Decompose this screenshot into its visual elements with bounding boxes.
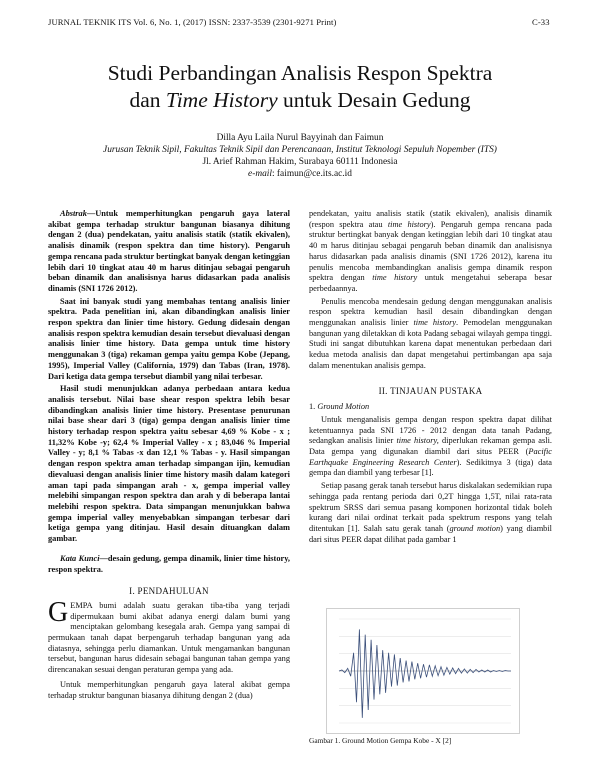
paper-title-line1: Studi Perbandingan Analisis Respon Spektra <box>107 61 493 85</box>
authors: Dilla Ayu Laila Nurul Bayyinah dan Faimun <box>216 133 384 143</box>
figure-ground-motion <box>326 608 520 734</box>
abstract-p3: Hasil studi menunjukkan adanya perbedaan antara kedua analisis tersebut. Nilai base shear respon spektra lebih besar dibandingkan analisis linier time history. Presentase penurunan nilai base shear dari 3 (tiga) gempa dengan analisis linier time history terhadap respon spektra yaitu sebesar 4,69 % Kobe - x ; 11,32% Kobe -y; 62,4 % Imperial Valley - x ; 83,046 % Imperial Valley - y; 8,1 % Tabas -x dan 12,1 % Tabas - y. Hasil simpangan dengan respon spektra aman terhadap simpangan ijin, kemudian dievaluasi dengan analisis linier time history masih dalam kategori aman tapi pada simpangan arah - x, gempa imperial valley melebihi simpangan respon spektra dan arah y di beberapa lantai melebihi respon spektra. Data simpangan menunjukkan bahwa gempa imperial valley menyebabkan simpangan terbesar dari ketiga gempa yang ditinjau. Hasil desain dituangkan dalam gambar. <box>48 384 290 544</box>
subsection-heading: 1. Ground Motion <box>309 402 370 412</box>
email: e-mail: faimun@ce.its.ac.id <box>248 169 352 179</box>
address: Jl. Arief Rahman Hakim, Surabaya 60111 Indonesia <box>202 157 398 167</box>
keywords: Kata Kunci—desain gedung, gempa dinamik, linier time history, respon spektra. <box>48 553 290 574</box>
right-p3: Untuk menganalisis gempa dengan respon spektra dapat dilihat ketentuannya pada SNI 1726 - 2012 dengan data tanah Padang, sedangkan analisis linier time history, diperlukan rekaman gempa asli. Data gempa yang digunakan diambil dari situs PEER (Pacific Earthquake Engineering Research Center). Sedikitnya 3 (tiga) data gempa dan diambil yang terbesar [1]. <box>309 414 552 478</box>
right-p1: pendekatan, yaitu analisis statik (statik ekivalen), analisis dinamik (respon spektra atau time history). Pengaruh gempa rencana pada struktur bertingkat banyak dengan ketinggian lebih dari 10 tingkat atau 40 m harus ditinjau sebagai pengaruh beban dinamik dan analisisnya harus didasarkan pada analisis dinamis (SNI 1726 2012), karena itu penulis mencoba membandingkan analisis gempa dinamik respon spektra dengan time history untuk mengetahui seberapa besar perbedaannya. <box>309 209 552 293</box>
right-p2: Penulis mencoba mendesain gedung dengan menggunakan analisis respon spektra kemudian hasil desain dibandingkan dengan menggunakan analisis linier time history. Pemodelan menggunakan bangunan yang diletakkan di kota Padang sebagai wilayah gempa tinggi. Studi ini sangat dibutuhkan karena dapat menentukan perbedaan dari kedua metoda analisis dan dapat mengetahui pertimbangan apa saja dalam menentukan analisis gempa. <box>309 296 553 370</box>
paper-title-line2: dan Time History untuk Desain Gedung <box>129 88 471 112</box>
affiliation: Jurusan Teknik Sipil, Fakultas Teknik Sipil dan Perencanaan, Institut Teknologi Sepuluh Nopember (ITS) <box>103 145 497 155</box>
journal-header: JURNAL TEKNIK ITS Vol. 6, No. 1, (2017) ISSN: 2337-3539 (2301-9271 Print) <box>48 17 337 27</box>
left-column <box>48 209 290 701</box>
page-number: C-33 <box>532 17 550 27</box>
right-column <box>309 209 552 545</box>
figure-caption: Gambar 1. Ground Motion Gempa Kobe - X [2] <box>309 736 452 745</box>
section-heading-1: I. PENDAHULUAN <box>129 586 209 597</box>
right-p4: Setiap pasang gerak tanah tersebut harus diskalakan sedemikian rupa sehingga pada rentang perioda dari 0,2T hingga 1,5T, nilai rata-rata spektrum SRSS dari semua pasang komponen horizontal tidak boleh kurang dari nilai ordinat terkait pada spektrum respons yang telah ditentukan [1]. Salah satu gerak tanah (ground motion) yang diambil dari situs PEER dapat dilihat pada gambar 1 <box>309 481 552 544</box>
series-line-kobe-x <box>339 629 511 717</box>
intro-p1: GEMPA bumi adalah suatu gerakan tiba-tiba yang terjadi dipermukaan bumi akibat adanya energi dalam bumi yang menciptakan gelombang kesegala arah. Gempa yang sampai di permukaan tanah dapat berpengaruh terhadap bangunan yang ada diatasnya, sehingga perlu diamankan. Untuk mengamankan bangunan tersebut, bangunan harus didesain sebagai bangunan tahan gempa yang direncanakan sesuai dengan peraturan gempa yang ada. <box>48 596 290 675</box>
abstract-p2: Saat ini banyak studi yang membahas tentang analisis linier spektra. Pada penelitian ini, akan dibandingkan analisis linier respon spektra dan linier time history. Gedung didesain dengan analisis respon spektra kemudian desain tersebut dievaluasi dengan analisis linier time history. Data gempa untuk time history menggunakan 3 (tiga) rekaman gempa yaitu gempa Kobe (Jepang, 1995), Imperial Valley (California, 1979) dan Tabas (Iran, 1978). Dari ketiga data gempa tersebut diambil yang nilai terbesar. <box>48 296 290 381</box>
abstract-p1: Abstrak—Untuk memperhitungkan pengaruh gaya lateral akibat gempa terhadap struktur bangunan biasanya dihitung dengan 2 (dua) pendekatan, yaitu analisis statik (statik ekivalen), analisis dinamik (respon spektra dan time history). Pengaruh gempa rencana pada struktur bertingkat banyak dengan ketinggian lebih dari 10 tingkat atau 40 m harus ditinjau sebagai pengaruh beban dinamik dan analisisnya harus didasarkan pada analisis dinamis (SNI 1726 2012). <box>48 209 290 293</box>
ground-motion-chart <box>327 609 519 733</box>
intro-p2: Untuk memperhitungkan pengaruh gaya lateral akibat gempa terhadap struktur bangunan biasanya dihitung dengan 2 (dua) <box>48 679 290 700</box>
section-heading-2: II. TINJAUAN PUSTAKA <box>378 385 483 396</box>
